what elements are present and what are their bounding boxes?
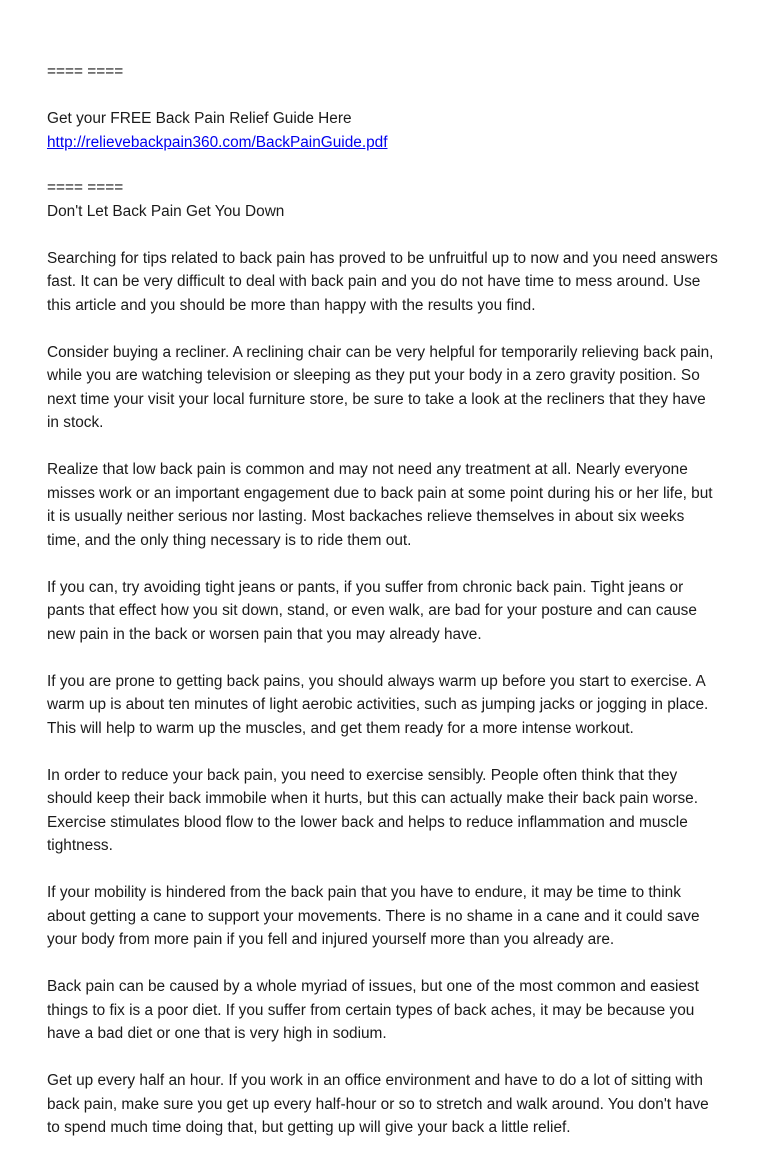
paragraph-line: Exercise stimulates blood flow to the lower back and helps to reduce inflammation and muscle	[47, 813, 688, 831]
paragraph	[47, 1069, 737, 1140]
paragraph	[47, 881, 737, 952]
separator-top: ==== ====	[47, 63, 124, 80]
paragraph-line: new pain in the back or worsen pain that you may already have.	[47, 625, 482, 643]
article-title: Don't Let Back Pain Get You Down	[47, 202, 285, 220]
paragraph-line: time, and the only thing necessary is to ride them out.	[47, 531, 412, 549]
paragraph-line: have a bad diet or one that is very high in sodium.	[47, 1025, 387, 1042]
paragraph-line: things to fix is a poor diet. If you suffer from certain types of back aches, it may be because you	[47, 1001, 695, 1019]
separator-bottom: ==== ====	[47, 179, 124, 196]
paragraph-line: misses work or an important engagement due to back pain at some point during his or her life, but	[47, 484, 713, 502]
paragraph-line: fast. It can be very difficult to deal with back pain and you do not have time to mess around. Use	[47, 273, 701, 290]
spacer	[47, 223, 737, 247]
spacer	[47, 84, 737, 108]
paragraph-line: If you are prone to getting back pains, you should always warm up before you start to exercise. A	[47, 672, 706, 690]
promo-link[interactable]: http://relievebackpain360.com/BackPainGuide.pdf	[47, 133, 388, 151]
promo-text: Get your FREE Back Pain Relief Guide Here	[47, 110, 352, 127]
paragraph-line: to spend much time doing that, but getting up will give your back a little relief.	[47, 1119, 571, 1136]
paragraph	[47, 576, 737, 647]
paragraph	[47, 247, 737, 318]
paragraph-line: Get up every half an hour. If you work in an office environment and have to do a lot of sitting with	[47, 1072, 703, 1089]
paragraph-line: it is usually neither serious nor lasting. Most backaches relieve themselves in about six weeks	[47, 508, 685, 525]
article-body	[47, 247, 737, 1140]
document-page	[47, 60, 737, 1163]
paragraph-line: this article and you should be more than happy with the results you find.	[47, 296, 536, 314]
paragraph-line: while you are watching television or sleeping as they put your body in a zero gravity position. So	[47, 367, 700, 384]
paragraph-line: back pain, make sure you get up every half-hour or so to stretch and walk around. You don't have	[47, 1095, 709, 1113]
paragraph-line: Back pain can be caused by a whole myriad of issues, but one of the most common and easiest	[47, 978, 699, 995]
paragraph	[47, 975, 737, 1046]
paragraph-line: If you can, try avoiding tight jeans or pants, if you suffer from chronic back pain. Tight jeans or	[47, 578, 684, 596]
paragraph-line: In order to reduce your back pain, you need to exercise sensibly. People often think that they	[47, 766, 678, 784]
paragraph-line: pants that effect how you sit down, stand, or even walk, are bad for your posture and can cause	[47, 602, 697, 619]
paragraph	[47, 341, 737, 435]
spacer	[47, 154, 737, 176]
paragraph	[47, 458, 737, 552]
paragraph-line: next time your visit your local furniture store, be sure to take a look at the recliners that they have	[47, 390, 706, 408]
paragraph-line: If your mobility is hindered from the back pain that you have to endure, it may be time to think	[47, 884, 681, 901]
paragraph-line: warm up is about ten minutes of light aerobic activities, such as jumping jacks or jogging in place.	[47, 696, 709, 713]
paragraph-line: about getting a cane to support your movements. There is no shame in a cane and it could save	[47, 907, 700, 925]
paragraph-line: Searching for tips related to back pain has proved to be unfruitful up to now and you need answers	[47, 249, 718, 267]
paragraph-line: your body from more pain if you fell and injured yourself more than you already are.	[47, 931, 615, 948]
paragraph-line: tightness.	[47, 837, 113, 854]
paragraph	[47, 764, 737, 858]
paragraph-line: should keep their back immobile when it hurts, but this can actually make their back pain worse.	[47, 790, 699, 807]
paragraph	[47, 670, 737, 741]
paragraph-line: Consider buying a recliner. A reclining chair can be very helpful for temporarily relieving back pain,	[47, 343, 714, 361]
paragraph-line: in stock.	[47, 414, 104, 431]
paragraph-line: Realize that low back pain is common and may not need any treatment at all. Nearly everyone	[47, 461, 688, 478]
paragraph-line: This will help to warm up the muscles, and get them ready for a more intense workout.	[47, 719, 634, 737]
